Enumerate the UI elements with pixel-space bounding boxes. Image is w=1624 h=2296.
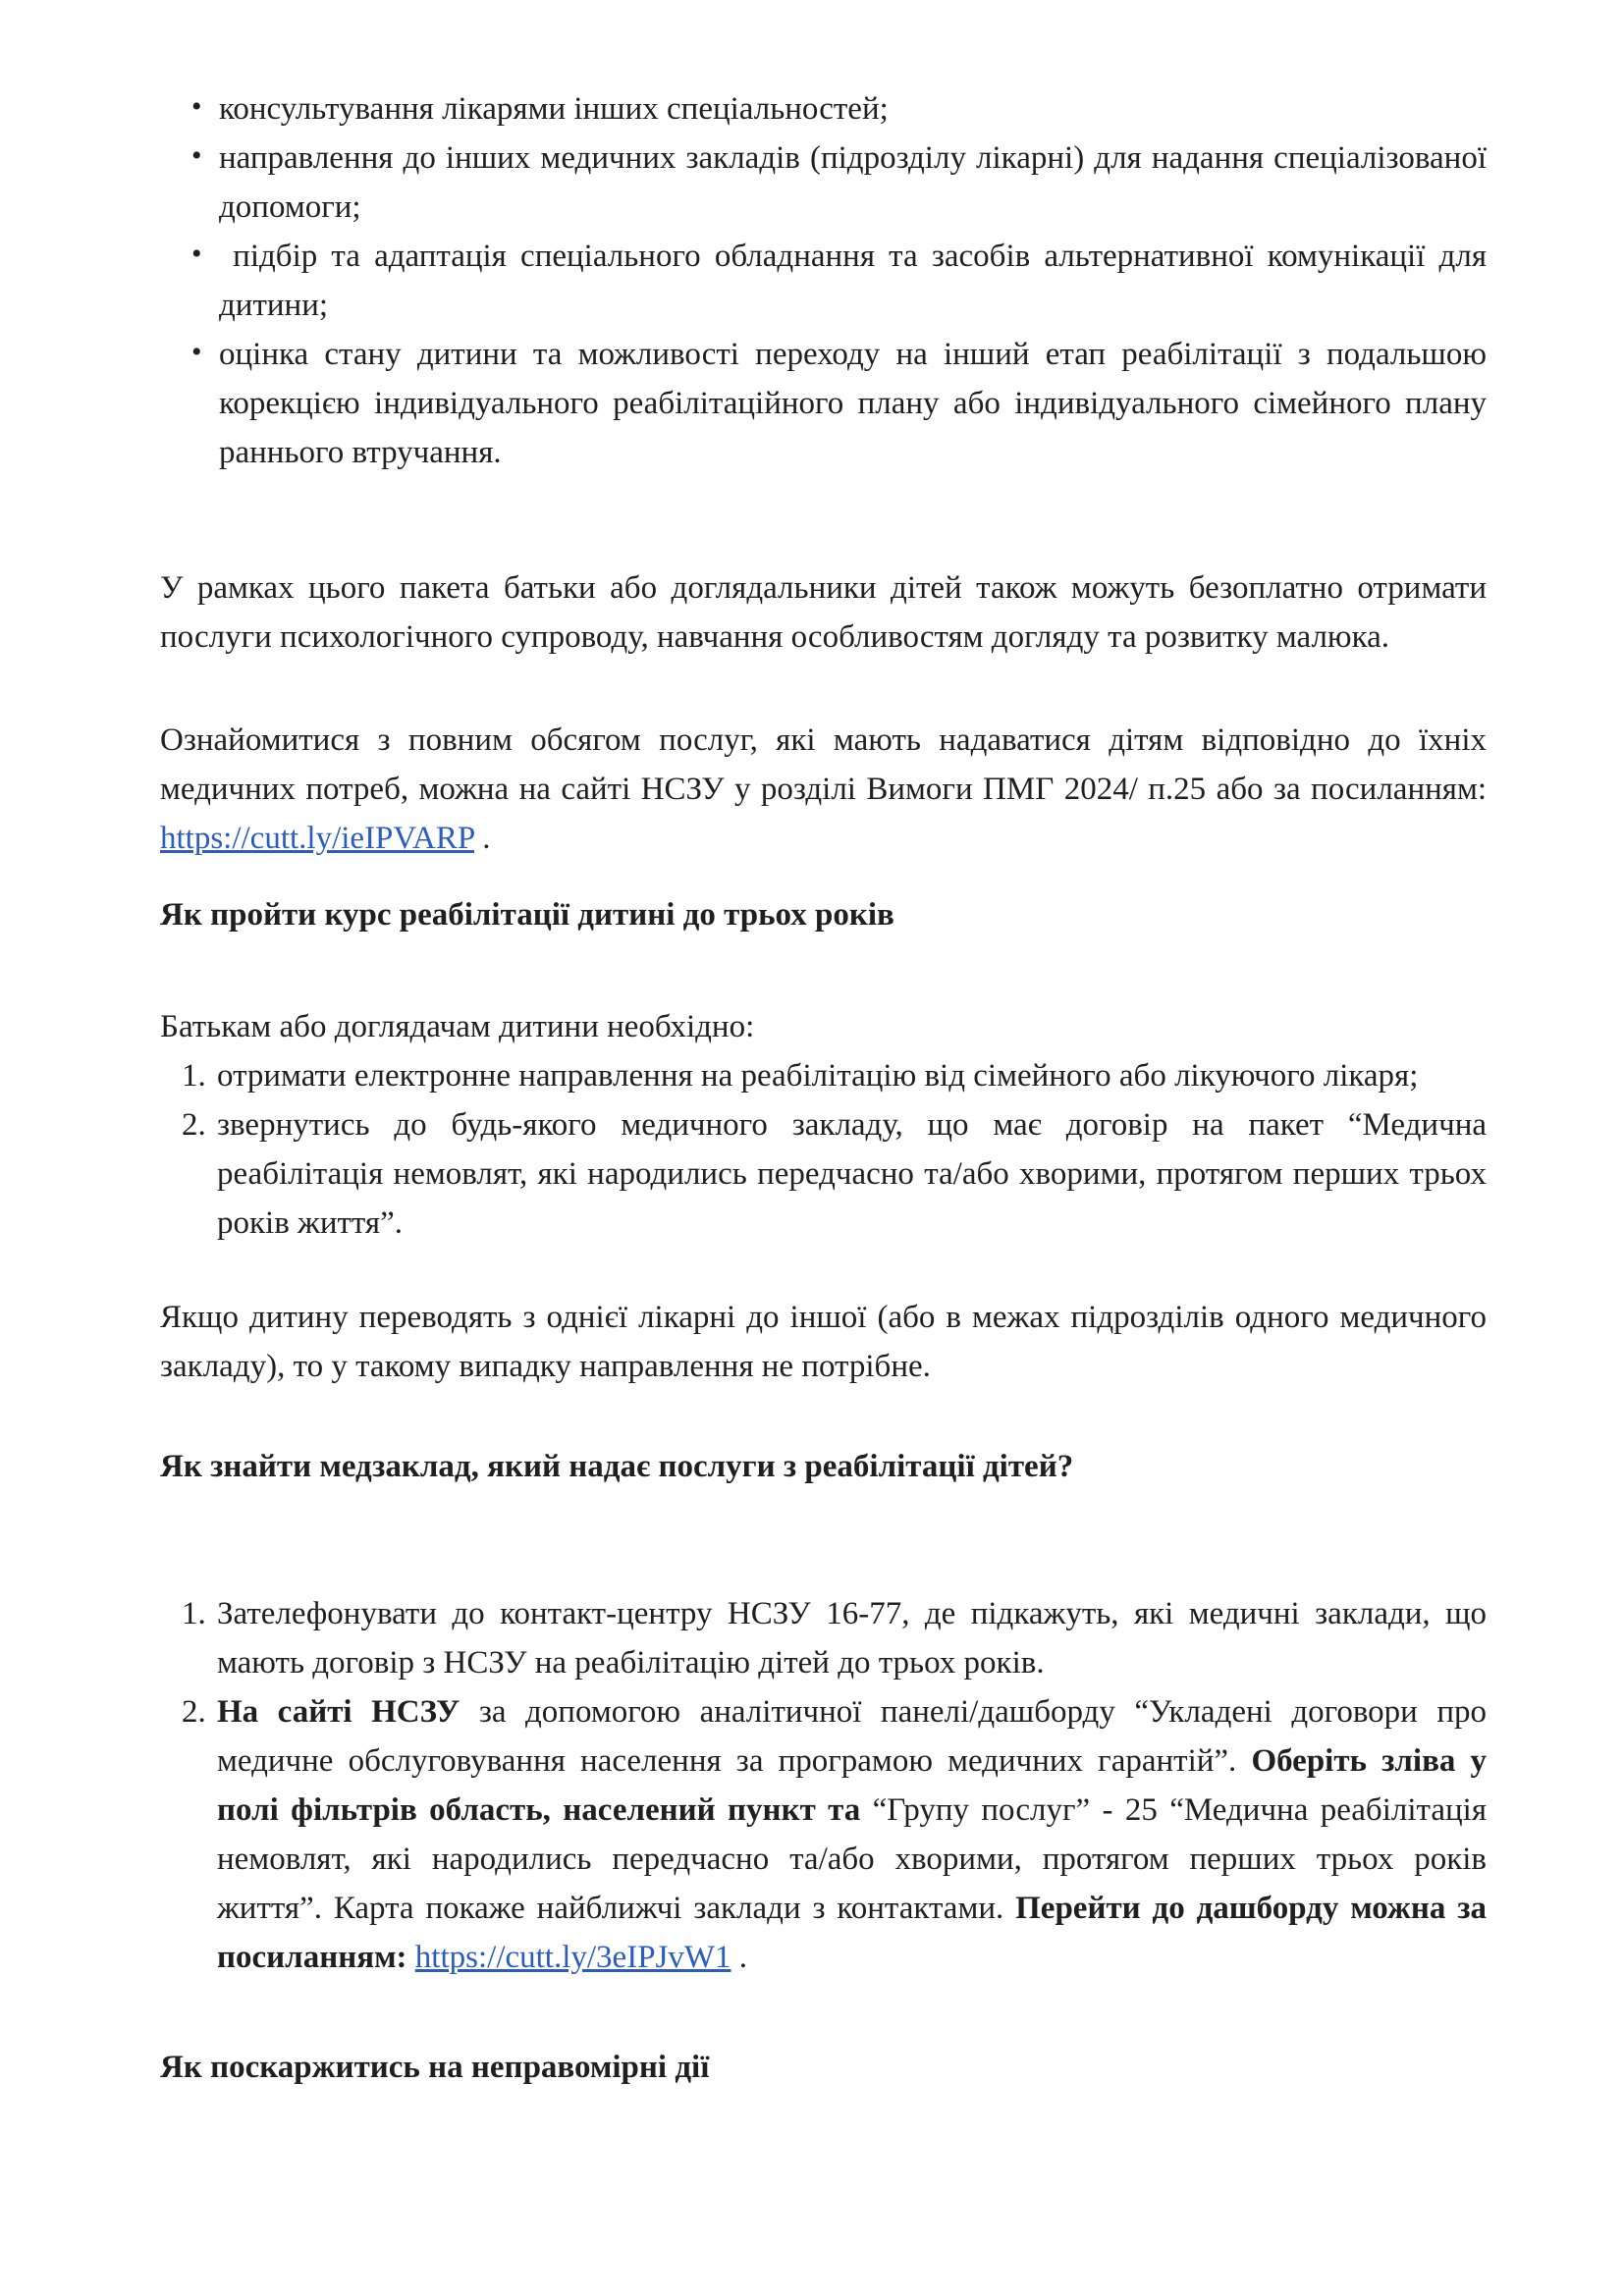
list-item-text: за допомогою аналітичної панелі/дашборду “Укладені договори про медичне обслуговування населення за програмою медичних гарантій”. bbox=[217, 1694, 1487, 1779]
list-item bbox=[160, 1687, 1487, 1982]
paragraph-transfer-note: Якщо дитину переводять з однієї лікарні до іншої (або в межах підрозділів одного медичного закладу), то у такому випадку направлення не потрібне. bbox=[160, 1300, 1487, 1384]
list-number: 1. bbox=[182, 1058, 206, 1094]
list-item-text: оцінка стану дитини та можливості переходу на інший етап реабілітації з подальшою корекцією індивідуального реабілітаційного плану або індивідуального сімейного плану раннього втручання. bbox=[219, 337, 1487, 470]
heading-how-to-take-course: Як пройти курс реабілітації дитині до трьох років bbox=[160, 897, 894, 933]
list-item-text: отримати електронне направлення на реабілітацію від сімейного або лікуючого лікаря; bbox=[217, 1058, 1419, 1094]
list-item-text-bold: Перейти до дашборду можна за посиланням: bbox=[217, 1891, 1488, 1975]
list-number: 1. bbox=[182, 1596, 206, 1631]
paragraph-package-extras: У рамках цього пакета батьки або доглядальники дітей також можуть безоплатно отримати послуги психологічного супроводу, навчання особливостям догляду та розвитку малюка. bbox=[160, 570, 1487, 655]
paragraph-text: Ознайомитися з повним обсягом послуг, які мають надаватися дітям відповідно до їхніх медичних потреб, можна на сайті НСЗУ у розділі Вимоги ПМГ 2024/ п.25 або за посиланням: bbox=[160, 722, 1487, 807]
list-item-text: направлення до інших медичних закладів (підрозділу лікарні) для надання спеціалізованої допомоги; bbox=[219, 140, 1487, 225]
bullet-marker: • bbox=[191, 238, 202, 270]
bullet-list bbox=[160, 84, 1487, 477]
heading-how-to-find-facility: Як знайти медзаклад, який надає послуги з реабілітації дітей? bbox=[160, 1449, 1074, 1484]
list-item bbox=[160, 1589, 1487, 1687]
paragraph-parents-need: Батькам або доглядачам дитини необхідно: bbox=[160, 1009, 755, 1044]
list-item-text: Зателефонувати до контакт-центру НСЗУ 16-77, де підкажуть, які медичні заклади, що мають договір з НСЗУ на реабілітацію дітей до трьох років. bbox=[217, 1596, 1487, 1681]
list-item-text-bold: Оберіть зліва у полі фільтрів область, населений пункт та bbox=[217, 1743, 1488, 1828]
bullet-marker: • bbox=[191, 139, 202, 172]
list-item-text: підбір та адаптація спеціального обладнання та засобів альтернативної комунікації для дитини; bbox=[219, 239, 1487, 323]
heading-how-to-complain: Як поскаржитись на неправомірні дії bbox=[160, 2050, 710, 2085]
list-item-text-bold: На сайті НСЗУ bbox=[217, 1694, 479, 1730]
paragraph-text: . bbox=[473, 821, 491, 856]
list-item bbox=[160, 1051, 1487, 1100]
list-item bbox=[160, 1100, 1487, 1248]
list-number: 2. bbox=[182, 1694, 206, 1730]
list-item bbox=[160, 133, 1487, 232]
bullet-marker: • bbox=[191, 90, 202, 123]
list-item bbox=[160, 84, 1487, 133]
numbered-list-find-facility bbox=[160, 1589, 1487, 1982]
link-3eIPJvW1[interactable]: https://cutt.ly/3eIPJvW1 bbox=[414, 1940, 731, 1975]
list-item-text: звернутись до будь-якого медичного закладу, що має договір на пакет “Медична реабілітація немовлят, які народились передчасно та/або хворими, протягом перших трьох років життя”. bbox=[217, 1107, 1487, 1241]
list-item bbox=[160, 330, 1487, 477]
list-number: 2. bbox=[182, 1107, 206, 1143]
list-item bbox=[160, 232, 1487, 330]
bullet-marker: • bbox=[191, 336, 202, 368]
paragraph-full-scope-services bbox=[160, 716, 1487, 863]
numbered-list-steps bbox=[160, 1051, 1487, 1248]
link-ieIPVARP[interactable]: https://cutt.ly/ieIPVARP bbox=[160, 821, 474, 856]
list-item-text: . bbox=[731, 1940, 748, 1975]
list-item-text: консультування лікарями інших спеціальностей; bbox=[219, 91, 889, 127]
list-item-text: “Групу послуг” - 25 “Медична реабілітація немовлят, які народились передчасно та/або хворими, протягом перших трьох років життя”. Карта покаже найближчі заклади з контактами. bbox=[217, 1792, 1488, 1926]
